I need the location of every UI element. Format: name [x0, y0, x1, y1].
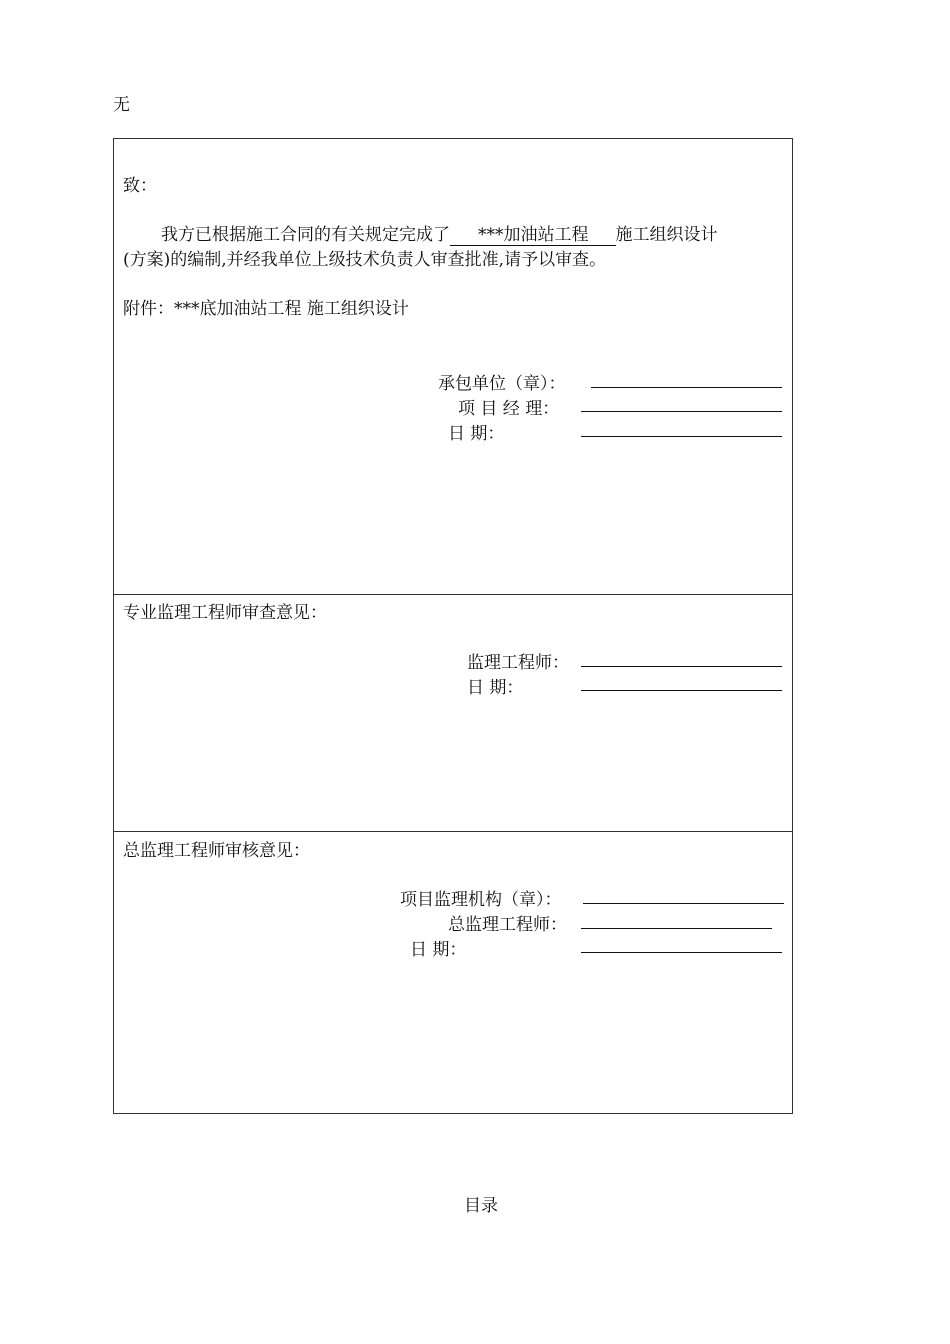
attachment-line: 附件：***底加油站工程 施工组织设计	[123, 299, 409, 319]
date-line-1	[581, 436, 782, 437]
supervision-org-label: 项目监理机构（章）：	[400, 890, 562, 910]
footer-label: 目录	[464, 1196, 498, 1216]
project-name-field: ***加油站工程	[450, 220, 616, 246]
body-line-2: (方案)的编制,并经我单位上级技术负责人审查批准,请予以审查。	[123, 250, 607, 270]
chief-engineer-signature-line	[581, 928, 772, 929]
header-label: 无	[113, 95, 130, 115]
date-line-3	[581, 952, 782, 953]
project-manager-signature-line	[581, 411, 782, 412]
contractor-label: 承包单位（章）：	[438, 374, 566, 394]
engineer-label: 监理工程师：	[467, 653, 569, 673]
engineer-signature-line	[581, 666, 782, 667]
date-label-3: 日 期：	[410, 940, 467, 960]
date-line-2	[581, 690, 782, 691]
review-form-table	[113, 138, 793, 1114]
project-manager-label: 项 目 经 理：	[458, 399, 560, 419]
supervision-org-signature-line	[583, 903, 784, 904]
chief-engineer-label: 总监理工程师：	[448, 915, 567, 935]
section2-title: 专业监理工程师审查意见：	[123, 603, 327, 623]
body-line-1	[161, 220, 718, 246]
to-label: 致：	[123, 176, 157, 196]
date-label-2: 日 期：	[467, 678, 524, 698]
body-line1-prefix: 我方已根据施工合同的有关规定完成了	[161, 225, 450, 245]
section3-title: 总监理工程师审核意见：	[123, 841, 310, 861]
section-divider-1	[113, 594, 793, 595]
contractor-signature-line	[591, 387, 782, 388]
date-label-1: 日 期：	[448, 424, 505, 444]
section-divider-2	[113, 831, 793, 832]
body-line1-suffix: 施工组织设计	[615, 225, 718, 245]
